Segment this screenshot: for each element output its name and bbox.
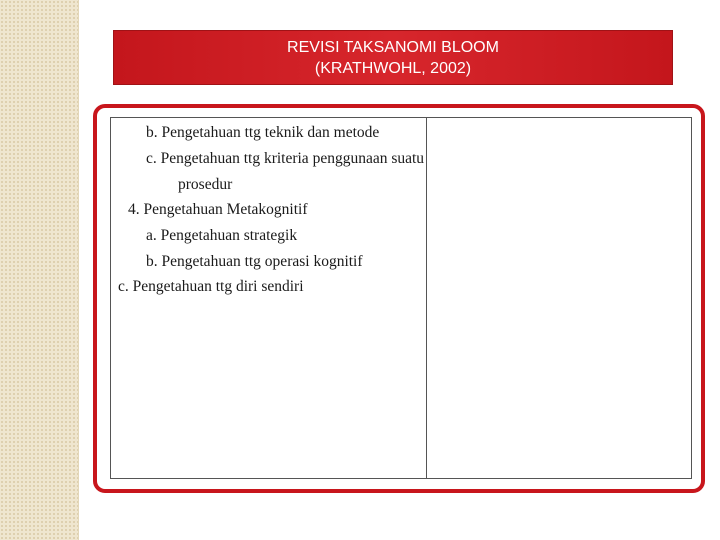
title-banner — [113, 30, 673, 85]
left-line: b. Pengetahuan ttg teknik dan metode — [146, 124, 380, 141]
title-line-2: (KRATHWOHL, 2002) — [314, 60, 472, 77]
column-divider — [426, 118, 427, 478]
taxonomy-table — [110, 117, 692, 479]
left-line: prosedur — [178, 176, 233, 193]
left-line: a. Pengetahuan strategik — [146, 227, 298, 244]
left-line: c. Pengetahuan ttg kriteria penggunaan suatu — [146, 150, 425, 167]
left-line: 4. Pengetahuan Metakognitif — [128, 201, 308, 218]
decorative-side-strip — [0, 0, 79, 540]
left-line: b. Pengetahuan ttg operasi kognitif — [146, 253, 363, 270]
title-line-1: REVISI TAKSANOMI BLOOM — [287, 39, 499, 56]
left-line: c. Pengetahuan ttg diri sendiri — [118, 278, 304, 295]
